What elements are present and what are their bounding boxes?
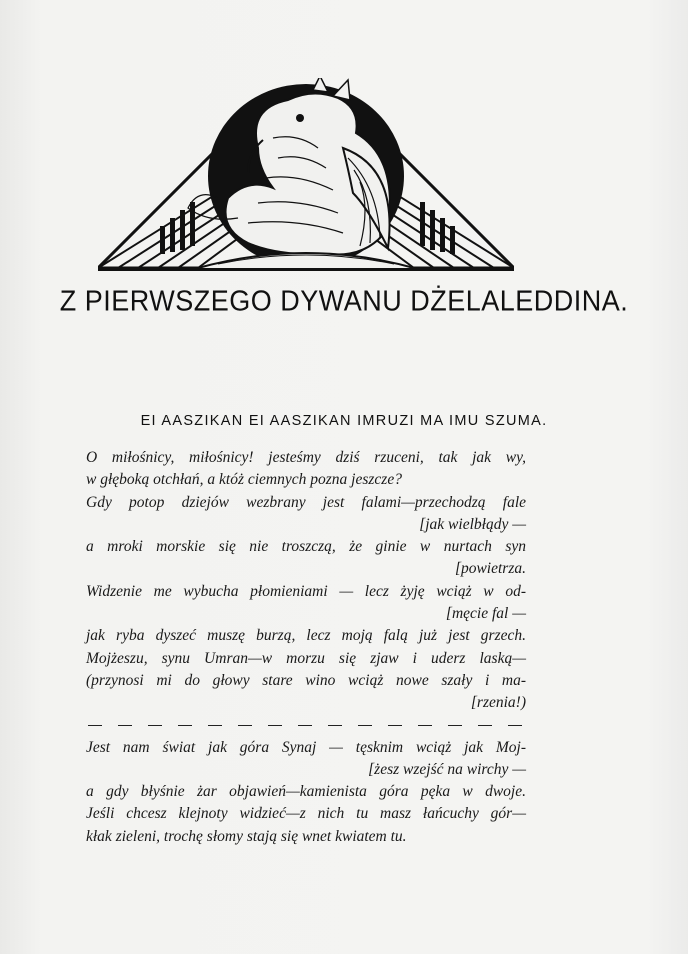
poem-line-continuation: [jak wielbłądy — [419, 515, 526, 533]
chapter-title: Z PIERWSZEGO DYWANU DŻELALEDDINA. [59, 285, 629, 317]
poem-line: a gdy błyśnie żar objawień—kamienista góra pęka w dwoje. [86, 783, 526, 801]
poem-text [86, 447, 526, 848]
poem-line: Jeśli chcesz klejnoty widzieć—z nich tu masz łańcuchy gór— [86, 805, 526, 823]
poem-line: a mroki morskie się nie troszczą, że ginie w nurtach syn [86, 538, 526, 556]
poem-line-continuation: [powietrza. [454, 560, 526, 578]
poem-line: jak ryba dyszeć muszę burzą, lecz moją falą już jest grzech. [86, 627, 526, 645]
poem-line: Mojżeszu, synu Umran—w morzu się zjaw i uderz laską— [86, 649, 526, 667]
poem-line-continuation: [żesz wzejść na wirchy — [368, 760, 526, 778]
poem-line: Gdy potop dziejów wezbrany jest falami—przechodzą fale [86, 493, 526, 511]
dragon-vignette [98, 78, 514, 274]
poem-line: Widzenie me wybucha płomieniami — lecz żyję wciąż w od- [86, 582, 526, 600]
poem-line: Jest nam świat jak góra Synaj — tęsknim wciąż jak Moj- [86, 738, 526, 756]
poem-line: (przynosi mi do głowy stare wino wciąż nowe szały i ma- [86, 671, 526, 689]
poem-line-continuation: [rzenia!) [470, 694, 526, 712]
poem-line-continuation: [męcie fal — [445, 605, 526, 623]
dash-divider [86, 715, 526, 737]
poem-subtitle: EI AASZIKAN EI AASZIKAN IMRUZI MA IMU SZUMA. [140, 413, 548, 429]
poem-line: kłak zieleni, trochę słomy stają się wnet kwiatem tu. [86, 827, 407, 845]
poem-line: w głęboką otchłań, a któż ciemnych pozna jeszcze? [86, 471, 402, 489]
poem-line: O miłośnicy, miłośnicy! jesteśmy dziś rzuceni, tak jak wy, [86, 449, 526, 466]
